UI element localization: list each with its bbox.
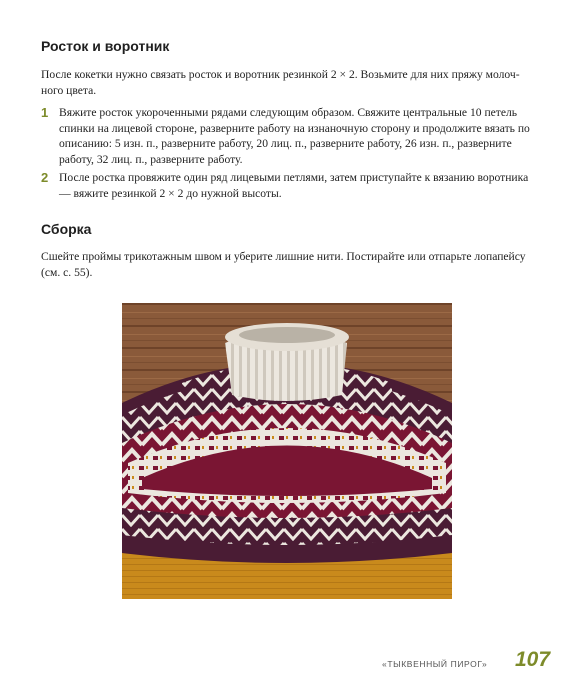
sweater-illustration	[122, 303, 452, 599]
intro-paragraph: После кокетки нужно связать росток и воротник резинкой 2 × 2. Возьмите для них пряжу молочного цвета.	[41, 68, 520, 97]
list-item	[41, 170, 537, 201]
section-heading-collar: Росток и воротник	[41, 38, 170, 54]
assembly-paragraph: Сшейте проймы трикотажным швом и уберите лишние нити. Постирайте или отпарьте лопапейсу (см. с. 55).	[41, 250, 526, 279]
section-heading-assembly: Сборка	[41, 221, 92, 237]
step-text: Вяжите росток укороченными рядами следующим образом. Свяжите центральные 10 петель спинки на лицевой стороне, разверните работу на изнаночную сторону и продолжите вязать по описанию: 5 изн. п., разверните работу, 20 лиц. п., разверните работу, 26 изн. п., разверните работу, 32 лиц. п., разверните работу.	[59, 106, 530, 166]
sweater-photo	[122, 303, 452, 599]
step-number: 2	[41, 170, 49, 185]
list-item	[41, 105, 537, 167]
step-number: 1	[41, 105, 49, 120]
page-number: 107	[515, 648, 551, 671]
footer-book-title: «ТЫКВЕННЫЙ ПИРОГ»	[382, 659, 488, 669]
step-text: После ростка провяжите один ряд лицевыми петлями, затем приступайте к вязанию воротника — вяжите резинкой 2 × 2 до нужной высоты.	[59, 171, 529, 200]
